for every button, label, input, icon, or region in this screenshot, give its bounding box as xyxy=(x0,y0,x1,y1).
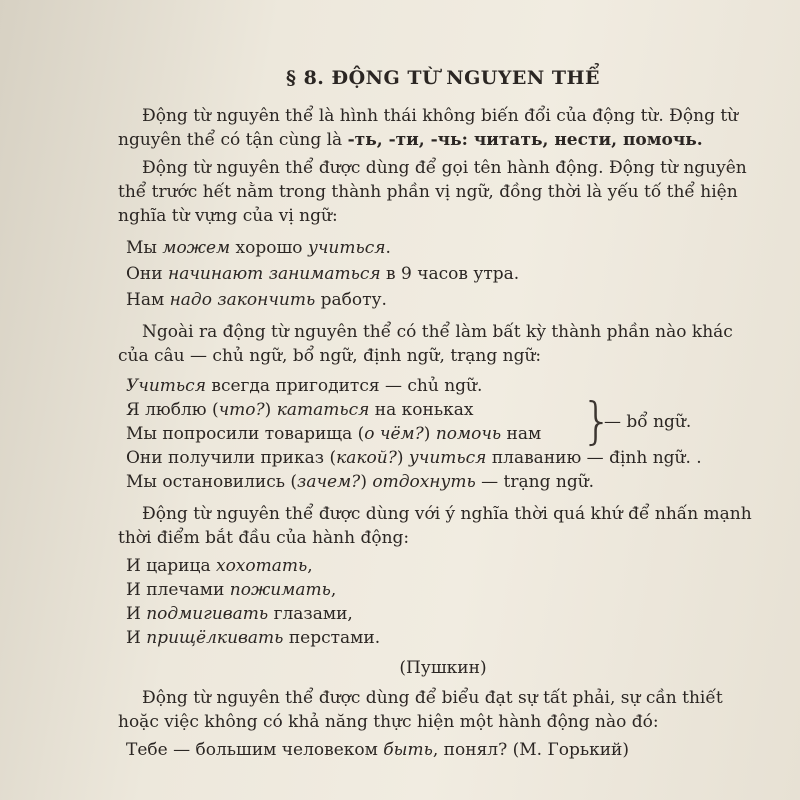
poem-line: И царица хохотать, xyxy=(126,556,313,576)
example-group-2 xyxy=(126,374,768,494)
poem-author: (Пушкин) xyxy=(399,658,487,678)
paragraph-3: Ngoài ra động từ nguyên thể có thể làm bất kỳ thành phần nào khác của câu — chủ ngữ, bổ ngữ, định ngữ, trạng ngữ: xyxy=(118,322,733,366)
example-group-3 xyxy=(126,738,768,762)
example-line: Они начинают заниматься в 9 часов утра. xyxy=(126,264,520,284)
p1-endings: -ть, -ти, -чь: xyxy=(347,130,468,150)
paragraph-1 xyxy=(118,104,768,152)
section-title: § 8. ĐỘNG TỪ NGUYEN THỂ xyxy=(286,67,600,89)
poem xyxy=(126,554,768,650)
brace-label: — bổ ngữ. xyxy=(604,412,692,432)
example-line: Мы остановились (зачем?) отдохнуть — trạng ngữ. xyxy=(126,472,595,492)
example-line: Нам надо закончить работу. xyxy=(126,290,387,310)
curly-brace-icon: } xyxy=(581,392,613,450)
example-line: Я люблю (что?) кататься на коньках xyxy=(126,400,474,420)
example-line: Мы попросили товарища (о чём?) помочь нам xyxy=(126,424,542,444)
paragraph-2: Động từ nguyên thể được dùng để gọi tên hành động. Động từ nguyên thể trước hết nằm trong thành phần vị ngữ, đồng thời là yếu tố thể hiện nghĩa từ vựng của vị ngữ: xyxy=(118,158,747,226)
p1-text: Động từ nguyên thể là hình thái không biến đổi của động từ. Động từ nguyên thể có tận cùng là xyxy=(118,106,739,150)
example-line: Учиться всегда пригодится — chủ ngữ. xyxy=(126,376,483,396)
page-text xyxy=(118,58,768,768)
poem-line: И подмигивать глазами, xyxy=(126,604,353,624)
bracket-row xyxy=(126,392,768,450)
poem-line: И прищёлкивать перстами. xyxy=(126,628,381,648)
example-line: Они получили приказ (какой?) учиться плаванию — định ngữ. . xyxy=(126,448,702,468)
example-line: Тебе — большим человеком быть, понял? (М. Горький) xyxy=(126,740,629,760)
poem-line: И плечами пожимать, xyxy=(126,580,337,600)
paragraph-4: Động từ nguyên thể được dùng với ý nghĩa thời quá khứ để nhấn mạnh thời điểm bắt đầu của hành động: xyxy=(118,504,752,548)
example-line: Мы можем хорошо учиться. xyxy=(126,238,391,258)
paragraph-5: Động từ nguyên thể được dùng để biểu đạt sự tất phải, sự cần thiết hoặc việc không có khả năng thực hiện một hành động nào đó: xyxy=(118,688,723,732)
p1-examples: читать, нести, помочь. xyxy=(467,130,703,150)
example-group-1 xyxy=(126,236,768,312)
